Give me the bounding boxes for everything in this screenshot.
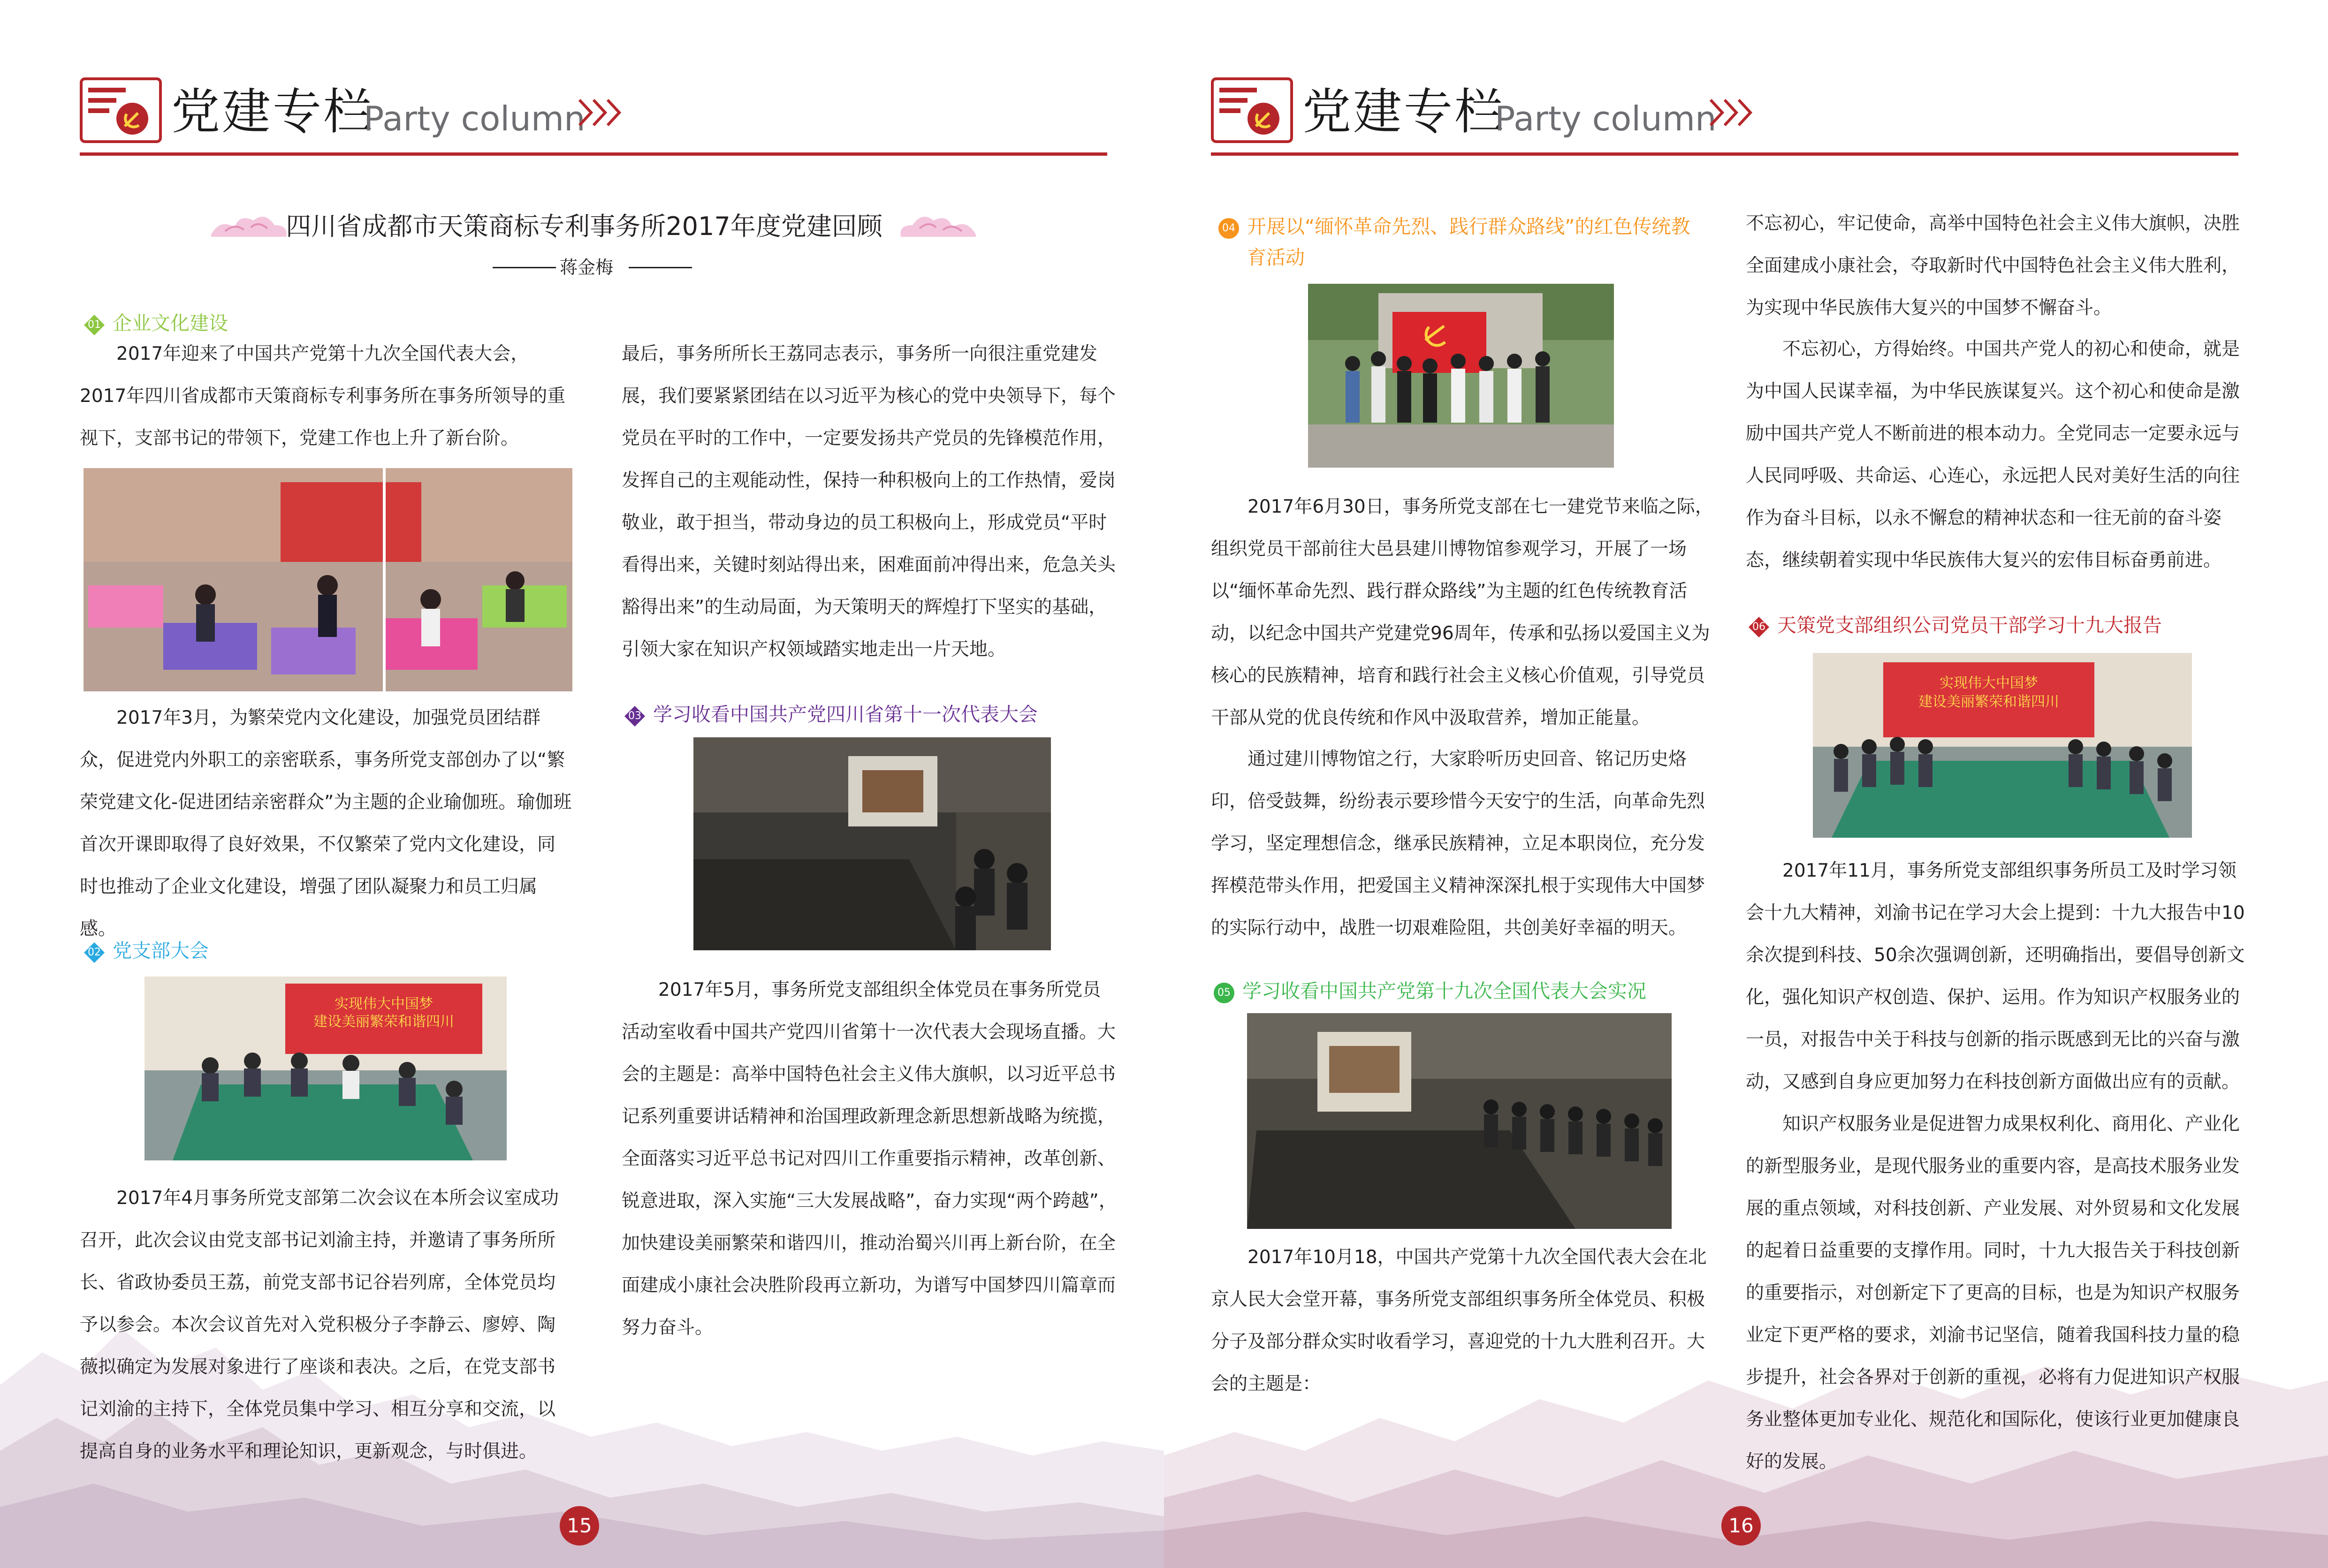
section-heading-06 (1748, 610, 2245, 641)
right-col1-para3: 2017年10月18，中国共产党第十九次全国代表大会在北京人民大会堂开幕，事务所党支部组织事务所全体党员、积极分子及部分群众实时收看学习，喜迎党的十九大胜利召开。大会的主题是： (1211, 1247, 1707, 1394)
section-heading-02 (84, 935, 581, 966)
left-col2-para1: 最后，事务所所长王荔同志表示，事务所一向很注重党建发展，我们要紧紧团结在以习近平为核心的党中央领导下，每个党员在平时的工作中，一定要发扬共产党员的先锋模范作用，发挥自己的主观能动性，保持一种积极向上的工作热情，爱岗敬业，敢于担当，带动身边的员工积极向上，形成党员“平时看得出来，关键时刻站得出来，困难面前冲得出来，危急关头豁得出来”的生动局面，为天策明天的辉煌打下坚实的基础，引领大家在知识产权领域踏实地走出一片天地。 (622, 343, 1116, 660)
left-col2-para2: 2017年5月，事务所党支部组织全体党员在事务所党员活动室收看中国共产党四川省第十一次代表大会现场直播。大会的主题是：高举中国特色社会主义伟大旗帜，以习近平总书记系列重要讲话精神和治国理政新理念新思想新战略为统揽，全面落实习近平总书记对四川工作重要指示精神，改革创新、锐意进取，深入实施“三大发展战略”，奋力实现“两个跨越”，加快建设美丽繁荣和谐四川，推动治蜀兴川再上新台阶，在全面建成小康社会决胜阶段再立新功，为谱写中国梦四川篇章而努力奋斗。 (622, 979, 1117, 1338)
header-title: 党建专栏 (1302, 83, 1506, 140)
section-title: 党支部大会 (113, 939, 209, 962)
left-col1-para1: 2017年迎来了中国共产党第十九次全国代表大会，2017年四川省成都市天策商标专利事务所在事务所领导的重视下，支部书记的带领下，党建工作也上升了新台阶。 (80, 343, 566, 449)
header-subtitle: Party column (364, 99, 586, 138)
banner-text: 实现伟大中国梦 建设美丽繁荣和谐四川 (1918, 675, 2059, 710)
section-heading-05 (1213, 976, 1711, 1007)
section-title: 天策党支部组织公司党员干部学习十九大报告 (1777, 614, 2162, 636)
museum-visit-photo (1308, 284, 1614, 468)
section-number-badge: 02 (84, 942, 105, 963)
section-header (80, 77, 1107, 159)
section-number-badge: 06 (1748, 616, 1770, 638)
page-number: 16 (1721, 1506, 1761, 1545)
section-heading-04 (1218, 211, 1701, 273)
article-author: 蒋金梅 (559, 257, 613, 278)
study-session-photo (1813, 653, 2192, 838)
triple-chevron-right-icon (577, 96, 629, 129)
right-col2-para4: 知识产权服务业是促进智力成果权利化、商用化、产业化的新型服务业，是现代服务业的重要内容，是高技术服务业发展的重点领域，对科技创新、产业发展、对外贸易和文化发展的起着日益重要的支撑作用。同时，十九大报告关于科技创新的重要指示，对创新定下了更高的目标，也是为知识产权服务业定下更严格的要求，刘渝书记坚信，随着我国科技力量的稳步提升，社会各界对于创新的重视，必将有力促进知识产权服务业整体更加专业化、规范化和国际化，使该行业更加健康良好的发展。 (1746, 1114, 2240, 1472)
section-title: 企业文化建设 (113, 312, 228, 334)
right-col2-para2: 不忘初心，方得始终。中国共产党人的初心和使命，就是为中国人民谋幸福，为中华民族谋复兴。这个初心和使命是激励中国共产党人不断前进的根本动力。全党同志一定要永远与人民同呼吸、共命运、心连心，永远把人民对美好生活的向往作为奋斗目标，以永不懈怠的精神状态和一往无前的奋斗姿态，继续朝着实现中华民族伟大复兴的宏伟目标奋勇前进。 (1746, 339, 2240, 571)
header-rule (1211, 152, 2238, 156)
left-col1-para3: 2017年4月事务所党支部第二次会议在本所会议室成功召开，此次会议由党支部书记刘渝主持，并邀请了事务所所长、省政协委员王荔，前党支部书记谷岩列席，全体党员均予以参会。本次会议首先对入党积极分子李静云、廖婷、陶薇拟确定为发展对象进行了座谈和表决。之后，在党支部书记刘渝的主持下，全体党员集中学习、相互分享和交流，以提高自身的业务水平和理论知识，更新观念，与时俱进。 (80, 1188, 559, 1462)
header-subtitle: Party column (1495, 99, 1717, 138)
party-emblem-icon (1211, 77, 1293, 143)
yoga-class-photo (84, 468, 572, 691)
right-col1-para2: 通过建川博物馆之行，大家聆听历史回音、铭记历史烙印，倍受鼓舞，纷纷表示要珍惜今天安宁的生活，向革命先烈学习，坚定理想信念，继承民族精神，立足本职岗位，充分发挥模范带头作用，把爱国主义精神深深扎根于实现伟大中国梦的实际行动中，战胜一切艰难险阻，共创美好幸福的明天。 (1211, 749, 1705, 939)
section-number-badge: 05 (1213, 982, 1235, 1004)
section-title: 学习收看中国共产党第十九次全国代表大会实况 (1242, 980, 1646, 1002)
left-col1-para2: 2017年3月，为繁荣党内文化建设，加强党员团结群众，促进党内外职工的亲密联系，事务所党支部创办了以“繁荣党建文化-促进团结亲密群众”为主题的企业瑜伽班。瑜伽班首次开课即取得了良好效果，不仅繁荣了党内文化建设，同时也推动了企业文化建设，增强了团队凝聚力和员工归属感。 (80, 707, 572, 939)
banner-text: 实现伟大中国梦 建设美丽繁荣和谐四川 (313, 996, 454, 1030)
triple-chevron-right-icon (1708, 96, 1760, 129)
right-col2-para1: 不忘初心，牢记使命，高举中国特色社会主义伟大旗帜，决胜全面建成小康社会，夺取新时代中国特色社会主义伟大胜利，为实现中华民族伟大复兴的中国梦不懈奋斗。 (1746, 213, 2240, 318)
congress-broadcast-photo (693, 737, 1051, 950)
right-col2-para3: 2017年11月，事务所党支部组织事务所员工及时学习领会十九大精神，刘渝书记在学习大会上提到：十九大报告中10余次提到科技、50余次强调创新，还明确指出，要倡导创新文化，强化知识产权创造、保护、运用。作为知识产权服务业的一员，对报告中关于科技与创新的指示既感到无比的兴奋与激动，又感到自身应更加努力在科技创新方面做出应有的贡献。 (1746, 860, 2245, 1092)
page-number: 15 (560, 1506, 599, 1545)
section-number-badge: 03 (624, 705, 646, 727)
header-rule (80, 152, 1107, 156)
section-header (1211, 77, 2238, 159)
branch-meeting-photo (145, 977, 507, 1160)
article-title: 四川省成都市天策商标专利事务所2017年度党建回顾 (286, 212, 883, 241)
section-heading-03 (624, 699, 1131, 730)
section-number-badge: 01 (84, 314, 105, 336)
section-number-badge: 04 (1218, 218, 1240, 239)
section-title: 学习收看中国共产党四川省第十一次代表大会 (653, 703, 1038, 726)
section-title: 开展以“缅怀革命先烈、践行群众路线”的红色传统教育活动 (1247, 215, 1690, 269)
nineteenth-congress-viewing-photo (1247, 1013, 1672, 1229)
author-rule-right (629, 267, 692, 268)
header-title: 党建专栏 (171, 83, 374, 140)
right-col1-para1: 2017年6月30日，事务所党支部在七一建党节来临之际，组织党员干部前往大邑县建川博物馆参观学习，开展了一场以“缅怀革命先烈、践行群众路线”为主题的红色传统教育活动，以纪念中国共产党建党96周年，传承和弘扬以爱国主义为核心的民族精神，培育和践行社会主义核心价值观，引导党员干部从党的优良传统和作风中汲取营养，增加正能量。 (1211, 496, 1713, 728)
page-right (1164, 0, 2328, 1568)
party-emblem-icon (80, 77, 162, 143)
